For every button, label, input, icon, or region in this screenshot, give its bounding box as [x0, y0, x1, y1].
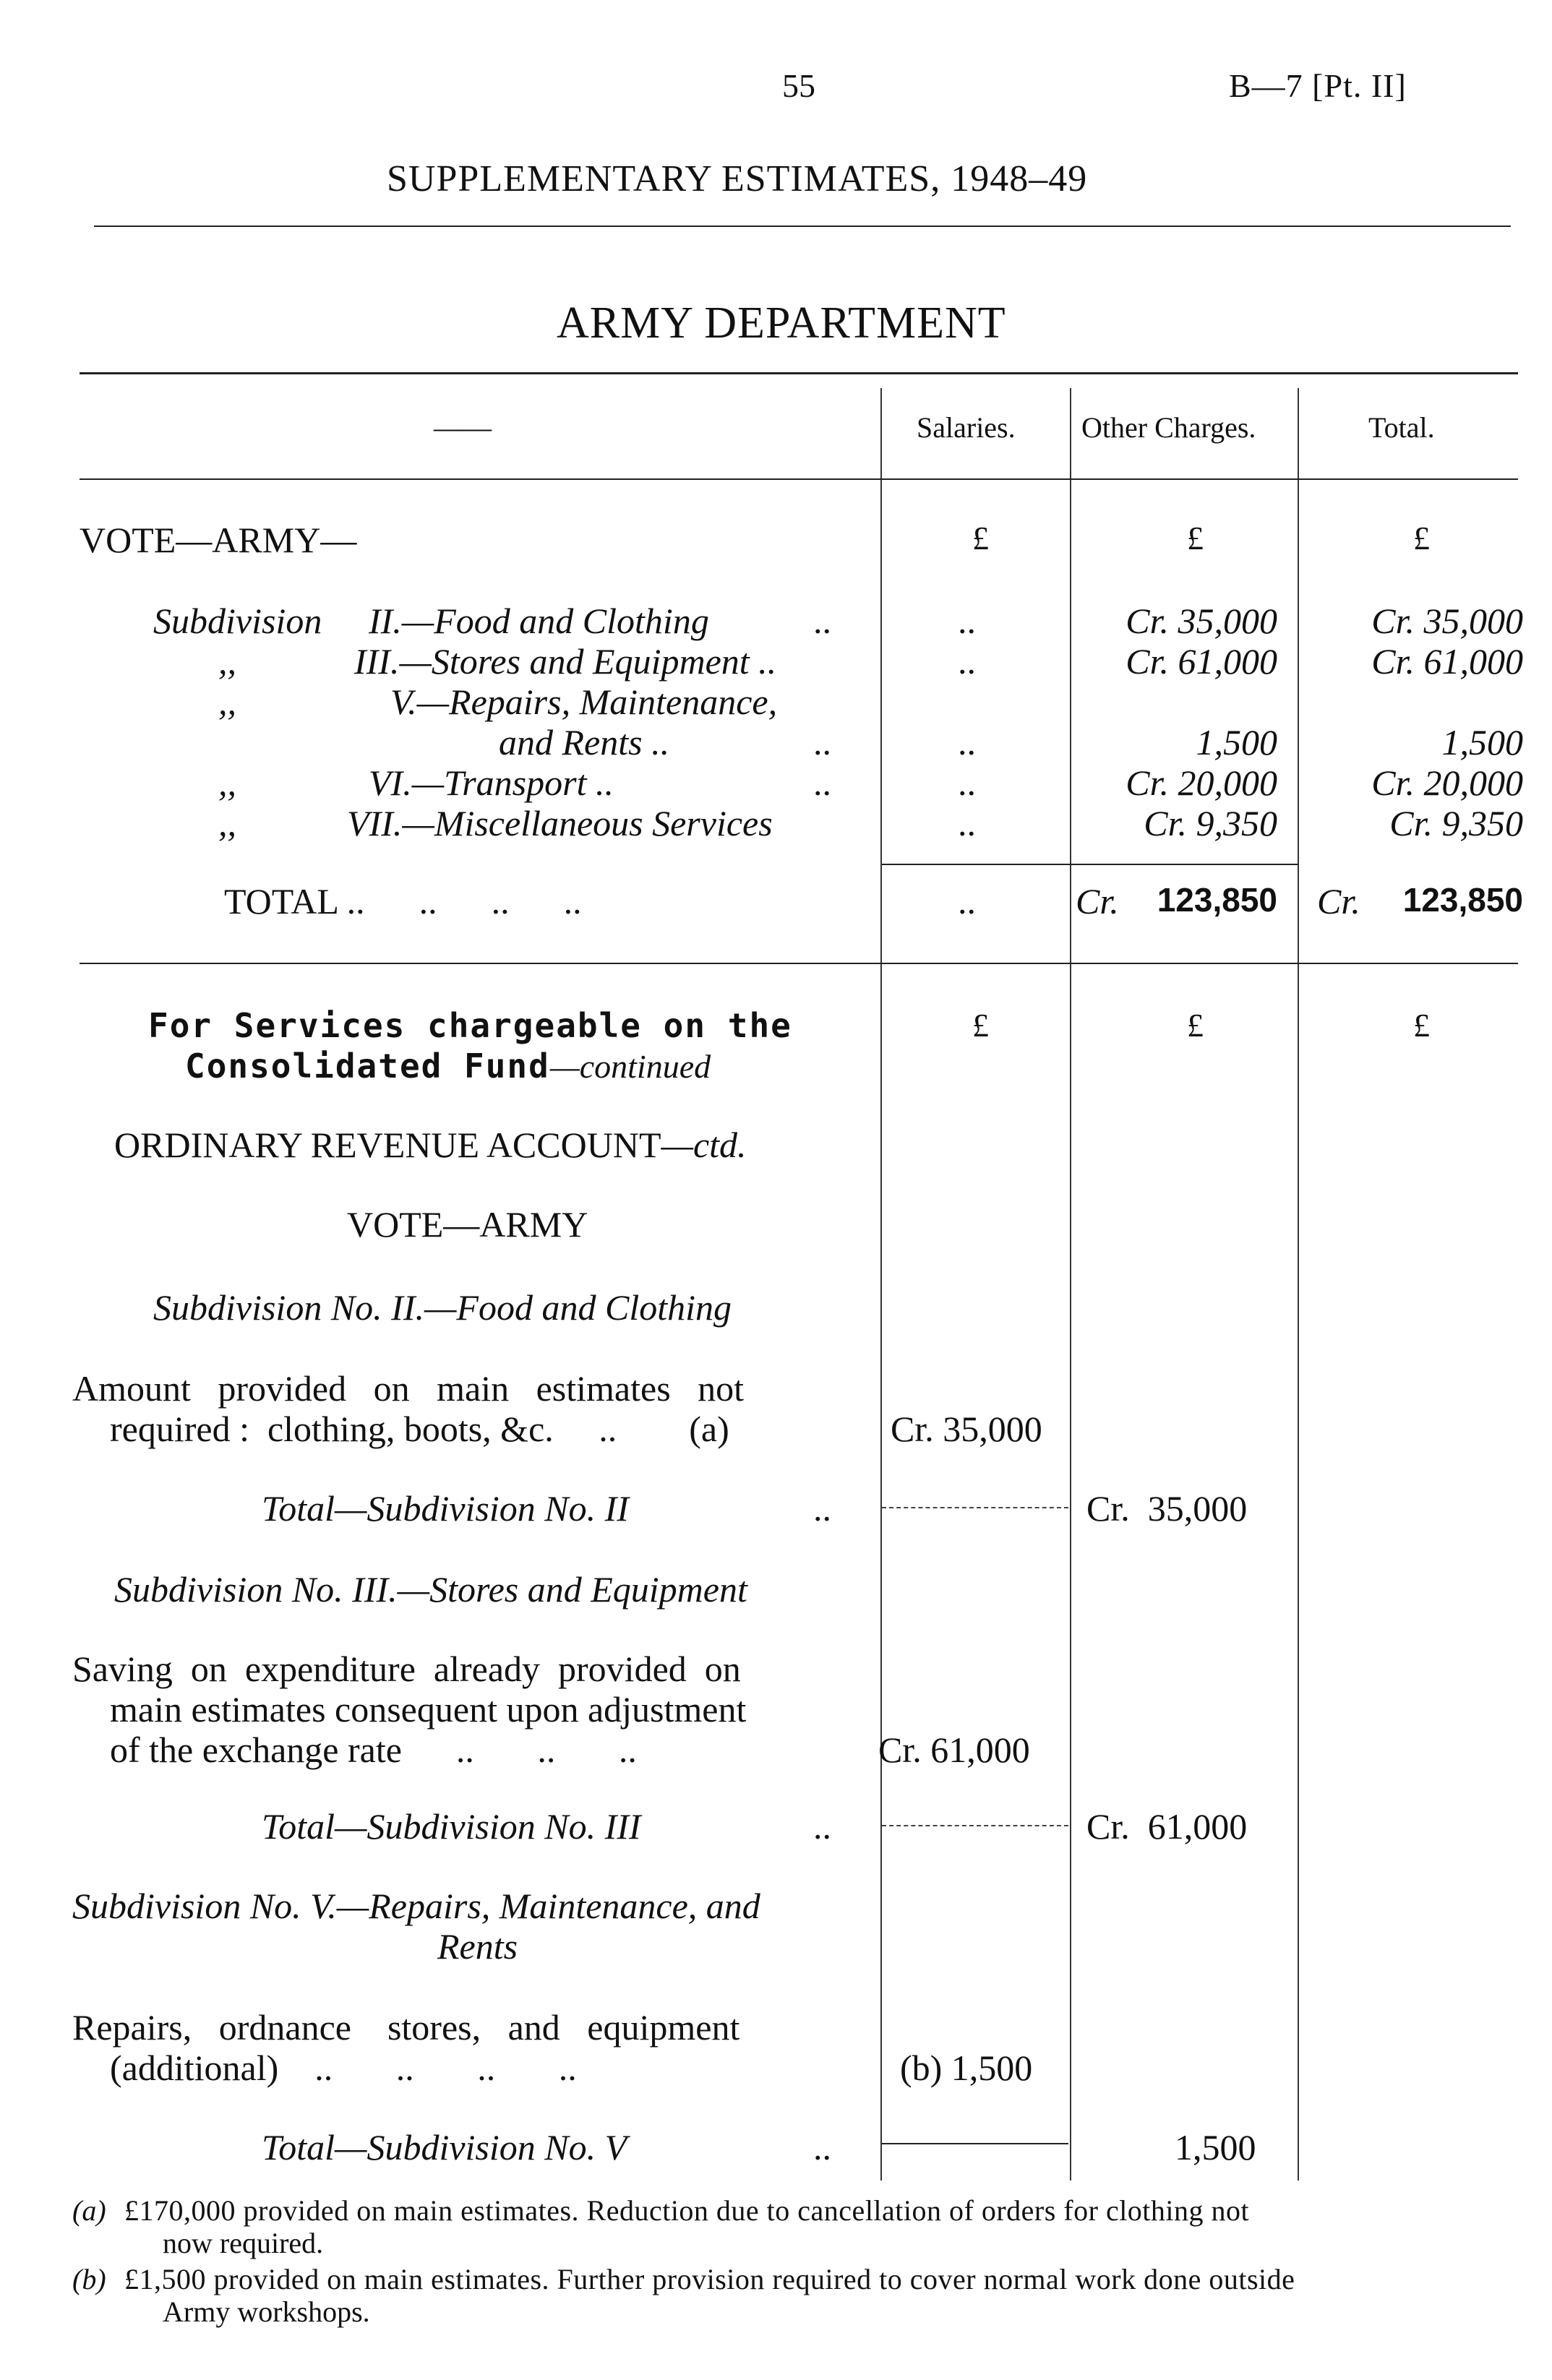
- subdivision-total-label: Total—Subdivision No. III: [262, 1806, 641, 1847]
- consolidated-currency-other: £: [1187, 1007, 1204, 1044]
- page-number: 55: [782, 67, 815, 104]
- summary-row-salaries: ..: [958, 762, 976, 803]
- item-amount: (b) 1,500: [900, 2048, 1033, 2088]
- summary-row-salaries: ..: [958, 803, 976, 843]
- summary-row-other: Cr. 9,350: [1144, 803, 1277, 843]
- summary-row-subdivision: II.—Food and Clothing: [369, 601, 709, 641]
- subdivision-heading: Subdivision No. V.—Repairs, Maintenance, and: [72, 1886, 760, 1926]
- item-line: Amount provided on main estimates not: [72, 1368, 745, 1409]
- subdivision-heading: Subdivision No. III.—Stores and Equipment: [114, 1569, 747, 1610]
- account-heading: [114, 1124, 747, 1166]
- currency-salaries: £: [972, 520, 989, 557]
- item-line: required : clothing, boots, &c. .. (a): [110, 1409, 729, 1449]
- department-title: ARMY DEPARTMENT: [557, 298, 1006, 348]
- title-rule: [94, 225, 1511, 227]
- summary-row-label: ,,: [218, 803, 236, 843]
- consolidated-heading-line1: For Services chargeable on the: [148, 1006, 792, 1045]
- summary-row-other: 1,500: [1196, 722, 1277, 762]
- footnote-text: £1,500 provided on main estimates. Further provision required to cover normal work done outside: [124, 2263, 1295, 2295]
- subdivision-total-label: Total—Subdivision No. II: [262, 1488, 629, 1529]
- subdivision-heading-line2: Rents: [437, 1926, 518, 1967]
- footnote-mark: (a): [72, 2194, 106, 2227]
- consolidated-heading-line2: [185, 1047, 711, 1086]
- summary-row-subdivision: VI.—Transport ..: [369, 762, 614, 803]
- summary-vote-label: VOTE—ARMY—: [80, 520, 357, 560]
- subdivision-total-amount: Cr. 35,000: [1086, 1488, 1248, 1529]
- vote-heading: VOTE—ARMY: [347, 1204, 588, 1245]
- summary-total-other-prefix: Cr.: [1076, 881, 1119, 922]
- subdivision-total-label: Total—Subdivision No. V: [262, 2127, 627, 2168]
- footnote-mark: (b): [72, 2263, 106, 2295]
- summary-row-label: ,,: [218, 682, 236, 722]
- column-rule-1: [880, 388, 882, 2181]
- summary-row-subdivision: V.—Repairs, Maintenance,: [390, 682, 778, 722]
- footnote-text-continued: now required.: [163, 2227, 324, 2259]
- column-header-salaries: Salaries.: [917, 411, 1016, 444]
- table-top-rule: [80, 372, 1518, 374]
- summary-bottom-rule: [80, 963, 1518, 964]
- page-reference: B—7 [Pt. II]: [1229, 67, 1407, 104]
- consolidated-heading-fund: Consolidated Fund: [185, 1047, 550, 1086]
- subtotal-rule: [882, 1825, 1068, 1826]
- summary-row-other: Cr. 20,000: [1126, 762, 1277, 803]
- account-heading-text: ORDINARY REVENUE ACCOUNT: [114, 1125, 661, 1165]
- item-line: Repairs, ordnance stores, and equipment: [72, 2007, 740, 2048]
- subdivision-total-leader: ..: [813, 1488, 831, 1529]
- item-line: Saving on expenditure already provided on: [72, 1649, 741, 1689]
- summary-row-subdivision: III.—Stores and Equipment ..: [354, 641, 777, 682]
- account-heading-suffix: —ctd.: [661, 1125, 747, 1165]
- item-line: (additional) .. .. .. ..: [110, 2048, 577, 2088]
- subdivision-total-leader: ..: [813, 1806, 831, 1847]
- item-line: main estimates consequent upon adjustment: [110, 1689, 747, 1730]
- summary-row-leader: ..: [813, 601, 831, 641]
- summary-row-subdivision: VII.—Miscellaneous Services: [347, 803, 773, 843]
- consolidated-currency-salaries: £: [972, 1007, 989, 1044]
- summary-row-label: ,,: [218, 762, 236, 803]
- summary-row-total: Cr. 35,000: [1371, 601, 1523, 641]
- footnote-text: £170,000 provided on main estimates. Reduction due to cancellation of orders for clothing not: [124, 2194, 1250, 2227]
- item-amount: Cr. 35,000: [891, 1409, 1042, 1449]
- subtotal-rule: [882, 1507, 1068, 1508]
- footnote-text-continued: Army workshops.: [163, 2295, 370, 2328]
- column-rule-2: [1070, 388, 1071, 2181]
- page-title: SUPPLEMENTARY ESTIMATES, 1948–49: [387, 158, 1088, 199]
- summary-row-subdivision: and Rents ..: [499, 722, 670, 762]
- subtotal-rule: [882, 2143, 1068, 2144]
- subdivision-total-leader: ..: [813, 2127, 831, 2168]
- item-amount: Cr. 61,000: [878, 1730, 1030, 1770]
- summary-row-salaries: ..: [958, 601, 976, 641]
- column-header-total: Total.: [1368, 411, 1435, 444]
- summary-total-other: 123,850: [1157, 881, 1277, 919]
- consolidated-currency-total: £: [1413, 1007, 1430, 1044]
- summary-row-label: Subdivision: [153, 601, 322, 641]
- subdivision-total-amount: 1,500: [1175, 2127, 1256, 2168]
- column-header-dash: ——: [434, 411, 492, 444]
- consolidated-heading-suffix: —continued: [549, 1048, 711, 1085]
- summary-row-salaries: ..: [958, 641, 976, 682]
- summary-row-total: Cr. 9,350: [1389, 803, 1523, 843]
- summary-row-salaries: ..: [958, 722, 976, 762]
- summary-total-total: 123,850: [1402, 881, 1523, 919]
- header-bottom-rule: [80, 478, 1518, 480]
- summary-row-total: Cr. 61,000: [1371, 641, 1523, 682]
- summary-total-salaries: ..: [958, 881, 976, 922]
- subdivision-heading: Subdivision No. II.—Food and Clothing: [153, 1287, 732, 1328]
- column-rule-3: [1298, 388, 1299, 2181]
- subdivision-total-amount: Cr. 61,000: [1086, 1806, 1248, 1847]
- summary-row-leader: ..: [813, 722, 831, 762]
- summary-subtotal-rule-other: [882, 864, 1298, 865]
- summary-row-label: ,,: [218, 641, 236, 682]
- summary-total-total-prefix: Cr.: [1317, 881, 1360, 922]
- summary-row-leader: ..: [813, 762, 831, 803]
- summary-row-total: Cr. 20,000: [1371, 762, 1523, 803]
- currency-total: £: [1413, 520, 1430, 557]
- currency-other: £: [1187, 520, 1204, 557]
- column-header-other-charges: Other Charges.: [1081, 411, 1256, 444]
- summary-row-other: Cr. 61,000: [1126, 641, 1277, 682]
- summary-row-total: 1,500: [1441, 722, 1523, 762]
- summary-total-label: TOTAL .. .. .. ..: [224, 881, 582, 922]
- item-line: of the exchange rate .. .. ..: [110, 1730, 637, 1770]
- summary-row-other: Cr. 35,000: [1126, 601, 1277, 641]
